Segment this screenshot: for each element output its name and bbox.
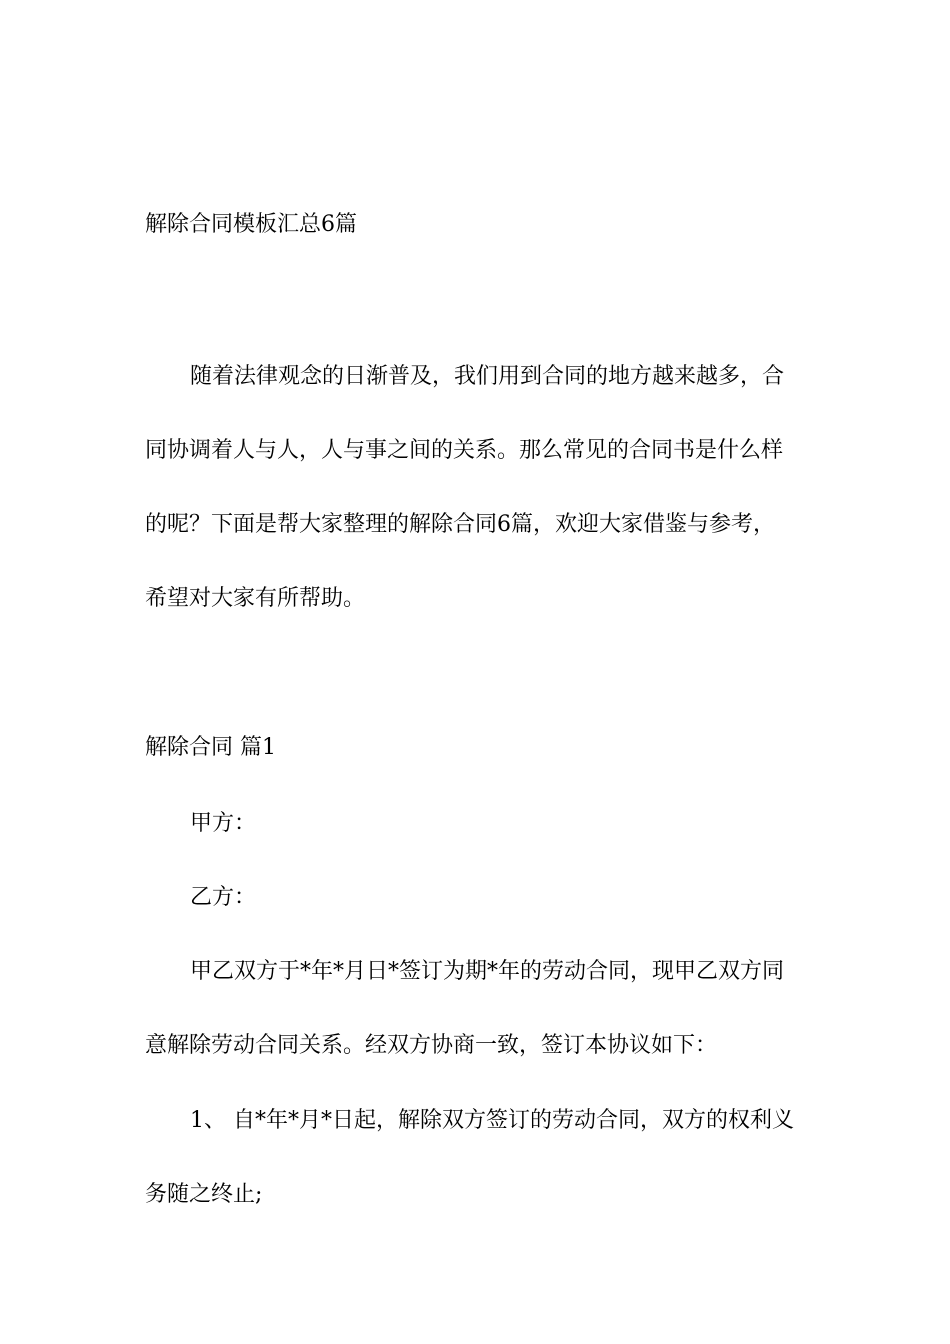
section-heading: 解除合同 篇1	[145, 735, 276, 760]
intro-line-4: 希望对大家有所帮助。	[145, 586, 366, 611]
body-line-2: 意解除劳动合同关系。经双方协商一致，签订本协议如下：	[145, 1033, 718, 1058]
document-title: 解除合同模板汇总6篇	[145, 212, 357, 237]
clause-1-line-1: 1、 自*年*月*日起，解除双方签订的劳动合同，双方的权利义	[190, 1108, 794, 1133]
body-line-1: 甲乙双方于*年*月日*签订为期*年的劳动合同，现甲乙双方同	[190, 959, 785, 984]
intro-line-3: 的呢？下面是帮大家整理的解除合同6篇，欢迎大家借鉴与参考，	[145, 512, 775, 537]
intro-line-1: 随着法律观念的日渐普及，我们用到合同的地方越来越多，合	[190, 364, 785, 389]
clause-1-line-2: 务随之终止;	[145, 1182, 263, 1207]
intro-line-2: 同协调着人与人，人与事之间的关系。那么常见的合同书是什么样	[145, 438, 784, 463]
party-b-label: 乙方：	[190, 885, 257, 910]
party-a-label: 甲方：	[190, 811, 257, 836]
